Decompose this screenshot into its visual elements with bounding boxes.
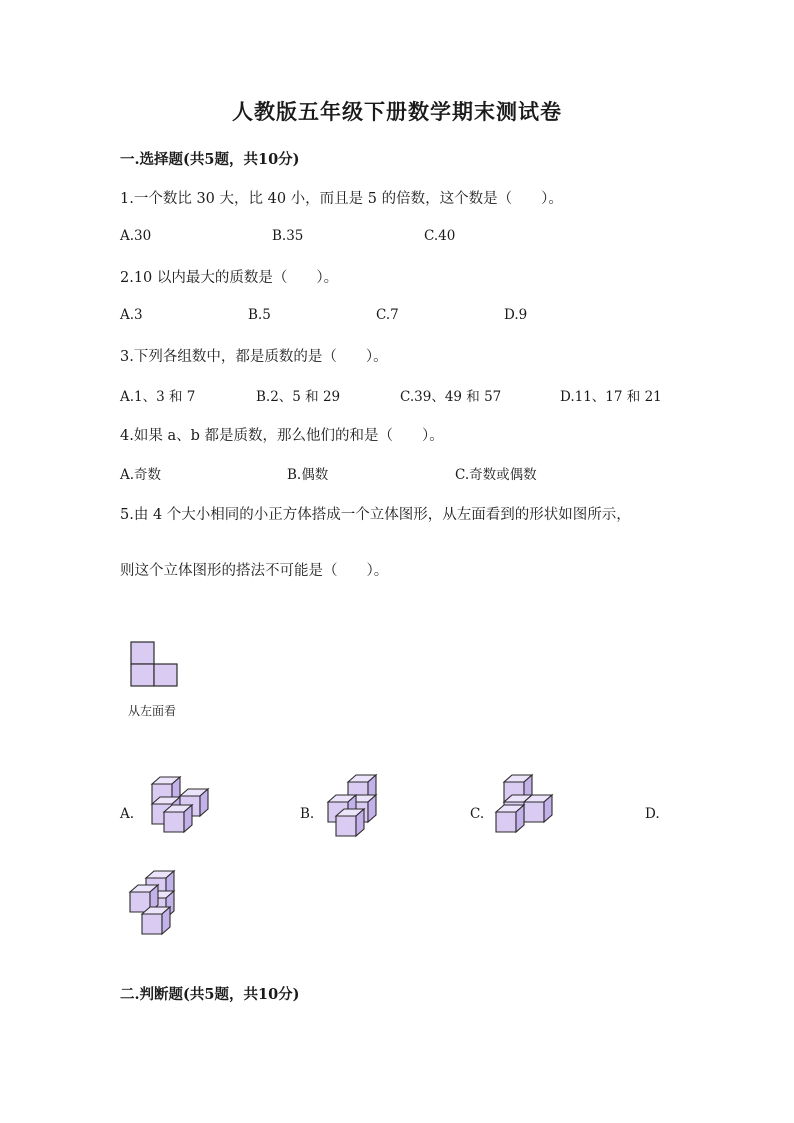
q2-option-c[interactable]: C.7 bbox=[376, 307, 399, 323]
question-5-line-2: 则这个立体图形的搭法不可能是（ ）。 bbox=[120, 563, 389, 579]
q5-option-c-figure[interactable] bbox=[488, 768, 564, 840]
question-3: 3.下列各组数中，都是质数的是（ ）。 bbox=[120, 349, 388, 365]
q3-option-c[interactable]: C.39、49 和 57 bbox=[400, 389, 502, 405]
q4-option-a[interactable]: A.奇数 bbox=[120, 467, 162, 483]
q1-option-a[interactable]: A.30 bbox=[120, 228, 152, 244]
question-2: 2.10 以内最大的质数是（ ）。 bbox=[120, 270, 339, 286]
page-title: 人教版五年级下册数学期末测试卷 bbox=[232, 99, 562, 124]
question-1: 1.一个数比 30 大，比 40 小，而且是 5 的倍数，这个数是（ ）。 bbox=[120, 191, 563, 207]
q2-option-b[interactable]: B.5 bbox=[248, 307, 271, 323]
q4-option-b[interactable]: B.偶数 bbox=[287, 467, 329, 483]
q1-option-b[interactable]: B.35 bbox=[272, 228, 304, 244]
q5-option-d-figure[interactable] bbox=[122, 864, 204, 940]
q5-option-a-figure[interactable] bbox=[140, 768, 218, 840]
q4-option-c[interactable]: C.奇数或偶数 bbox=[455, 467, 537, 483]
left-view-caption: 从左面看 bbox=[128, 704, 177, 718]
q5-option-b-label[interactable]: B. bbox=[300, 806, 315, 822]
section-1-heading: 一.选择题(共5题，共10分) bbox=[120, 151, 300, 168]
q2-option-d[interactable]: D.9 bbox=[504, 307, 528, 323]
question-5-line-1: 5.由 4 个大小相同的小正方体搭成一个立体图形，从左面看到的形状如图所示， bbox=[120, 507, 631, 523]
q3-option-b[interactable]: B.2、5 和 29 bbox=[256, 389, 341, 405]
q5-option-b-figure[interactable] bbox=[318, 768, 384, 840]
section-2-heading: 二.判断题(共5题，共10分) bbox=[120, 986, 300, 1003]
q5-option-a-label[interactable]: A. bbox=[120, 806, 135, 822]
q2-option-a[interactable]: A.3 bbox=[120, 307, 143, 323]
left-view-figure bbox=[126, 636, 190, 692]
q5-option-c-label[interactable]: C. bbox=[470, 806, 485, 822]
q5-option-d-label[interactable]: D. bbox=[645, 806, 660, 822]
q3-option-d[interactable]: D.11、17 和 21 bbox=[560, 389, 662, 405]
q3-option-a[interactable]: A.1、3 和 7 bbox=[120, 389, 196, 405]
question-4: 4.如果 a、b 都是质数，那么他们的和是（ ）。 bbox=[120, 428, 444, 444]
q1-option-c[interactable]: C.40 bbox=[424, 228, 456, 244]
